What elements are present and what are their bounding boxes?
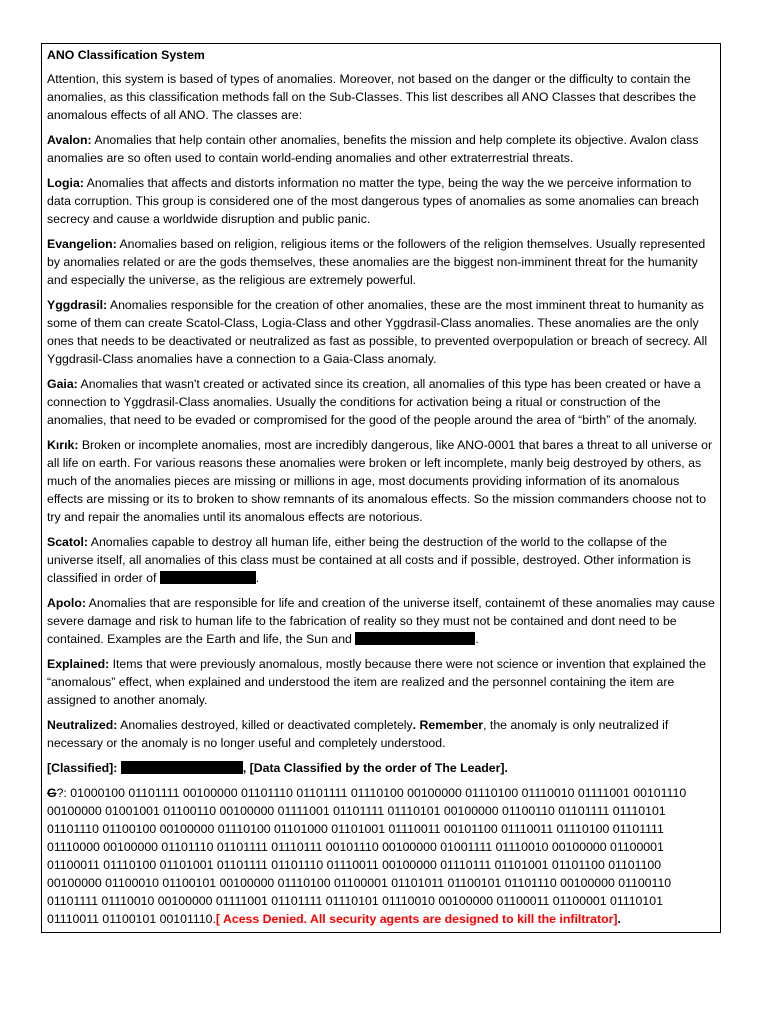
class-explained xyxy=(47,655,716,709)
class-description: Anomalies based on religion, religious items or the followers of the religion themselves. Usually represented by anomalies related or are the gods themselves, these anomalies are the biggest non-imminent threat for the humanity and especially the universe, as the religious are extremely powerful. xyxy=(47,237,706,287)
class-term: Scatol: xyxy=(47,535,88,549)
class-description: Anomalies that affects and distorts information no matter the type, being the way the we perceive information to data corruption. This group is considered one of the most dangerous types of anomalies as some anomalies can breach secrecy and cause a worldwide disruption and public panic. xyxy=(47,176,699,226)
class-description: Anomalies destroyed, killed or deactivated completely xyxy=(117,718,413,732)
redaction-bar xyxy=(355,632,475,645)
binary-code: ?: 01000100 01101111 00100000 01101110 01101111 01110100 00100000 01110100 01110010 01111001 00101110 00100000 01001001 01100110 00100000 01111001 01101111 01110101 00100000 01100110 01101111 01110101 01101110 01100100 00100000 01110100 01101000 01101001 01110011 00101100 01110011 01110100 01101111 01110000 00100000 01101110 01101111 01110111 00101110 00100000 01001111 01110010 00100000 01100001 01100011 01110100 01101001 01101111 01101110 01110011 00100000 01110111 01101001 01101100 01101100 00100000 01100010 01100101 00100000 01110100 01100001 01101011 01100101 01101110 00100000 01100110 01101111 01110010 00100000 01111001 01101111 01110101 01110010 00100000 01100011 01100001 01110101 01110011 01100101 00101110. xyxy=(47,786,687,926)
class-description: Anomalies capable to destroy all human life, either being the destruction of the world to the collapse of the universe itself, all anomalies of this class must be contained at all costs and if possible, destroyed. Other information is classified in order of xyxy=(47,535,691,585)
class-term: Evangelion: xyxy=(47,237,117,251)
document-box xyxy=(41,43,721,933)
class-description: Anomalies that help contain other anomalies, benefits the mission and help complete its objective. Avalon class anomalies are so often used to contain world-ending anomalies and other extraterrestrial threats. xyxy=(47,133,699,165)
binary-message xyxy=(47,784,716,928)
class-apolo xyxy=(47,594,716,648)
class-term: Apolo: xyxy=(47,596,86,610)
class-term: Avalon: xyxy=(47,133,92,147)
struck-letter: G xyxy=(47,786,57,800)
class-kirik xyxy=(47,436,716,526)
access-denied-warning: [ Acess Denied. All security agents are designed to kill the infiltrator] xyxy=(215,912,618,926)
class-description: Anomalies that wasn't created or activated since its creation, all anomalies of this type has been created or have a connection to Yggdrasil-Class anomalies. Usually the conditions for activation being a ritual or construction of the anomalies, that need to be evaded or compromised for the good of the people around the area of “birth” of the anomaly. xyxy=(47,377,701,427)
redaction-bar xyxy=(121,761,243,774)
class-description: Anomalies responsible for the creation of other anomalies, these are the most imminent threat to humanity as some of them can create Scatol-Class, Logia-Class and other Yggdrasil-Class anomalies. These anomalies are the only ones that needs to be deactivated or neutralized as fast as possible, to prevented overpopulation or breach of secrecy. All Yggdrasil-Class anomalies have a connection to a Gaia-Class anomaly. xyxy=(47,298,708,366)
class-neutralized xyxy=(47,716,716,752)
bold-period: . xyxy=(412,718,417,732)
class-description: Items that were previously anomalous, mostly because there were not science or invention that explained the “anomalous” effect, when explained and understood the item are realized and the personnel containing the item are assigned to another anomaly. xyxy=(47,657,706,707)
document-title: ANO Classification System xyxy=(47,48,205,62)
sentence-end: . xyxy=(255,571,260,585)
class-description: Broken or incomplete anomalies, most are incredibly dangerous, like ANO-0001 that bares a threat to all universe or all life on earth. For various reasons these anomalies were broken or left incomplete, manly beig destroyed by others, as much of the anomalies pieces are missing or millions in age, most documents providing information of its anomalous effects are missing or its to broken to show remnants of its anomalous effects. So the mission commanders choose not to try and repair the anomalies until its anomalous effects are notorious. xyxy=(47,438,713,524)
classified-line xyxy=(47,759,716,777)
class-scatol xyxy=(47,533,716,587)
class-avalon xyxy=(47,131,716,167)
class-term: Logia: xyxy=(47,176,84,190)
sentence-end: . xyxy=(475,632,479,646)
class-term: Neutralized: xyxy=(47,718,118,732)
class-evangelion xyxy=(47,235,716,289)
class-term: Explained: xyxy=(47,657,110,671)
class-logia xyxy=(47,174,716,228)
remember-text: , the anomaly is only neutralized if necessary or the anomaly is no longer useful and completely understood. xyxy=(47,718,669,750)
classified-note: , [Data Classified by the order of The Leader]. xyxy=(242,761,508,775)
class-term: Yggdrasil: xyxy=(47,298,108,312)
class-description: Anomalies that are responsible for life and creation of the universe itself, containemt of these anomalies may cause severe damage and risk to human life to the fabrication of reality so they must not be contained and dont need to be contained. Examples are the Earth and life, the Sun and xyxy=(47,596,715,646)
class-yggdrasil xyxy=(47,296,716,368)
class-term: Gaia: xyxy=(47,377,78,391)
redaction-bar xyxy=(160,571,256,584)
remember-label: Remember xyxy=(416,718,484,732)
class-gaia xyxy=(47,375,716,429)
final-period: . xyxy=(617,912,621,926)
class-term: Kırık: xyxy=(47,438,79,452)
classified-term: [Classified]: xyxy=(47,761,118,775)
intro-paragraph: Attention, this system is based of types of anomalies. Moreover, not based on the danger or the difficulty to contain the anomalies, as this classification methods fall on the Sub-Classes. This list describes all ANO Classes that describes the anomalous effects of all ANO. The classes are: xyxy=(47,72,697,122)
